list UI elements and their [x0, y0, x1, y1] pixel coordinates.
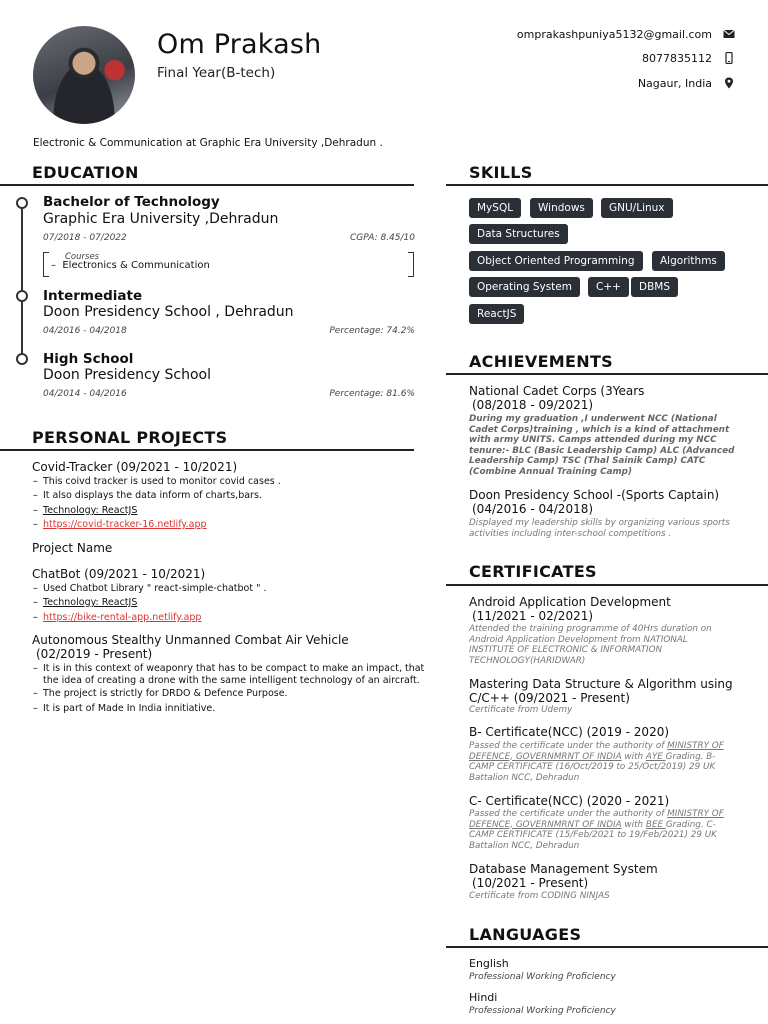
- education-score: Percentage: 74.2%: [329, 326, 415, 336]
- certificate-description: Attended the training programme of 40Hrs duration on Android Application Development from NATIONAL INSTITUTE OF ELECTRONIC & INFORMATION TECHNOLOGY(HARIDWAR): [469, 624, 712, 666]
- skill-tag: Algorithms: [652, 251, 725, 271]
- education-rule: [0, 184, 414, 186]
- education-institution: Doon Presidency School: [43, 367, 211, 383]
- certificate-dates: C/C++ (09/2021 - Present): [469, 691, 630, 705]
- skill-tag: Object Oriented Programming: [469, 251, 643, 271]
- project-bullet: – It is part of Made In India innitiative.: [33, 703, 216, 714]
- education-timeline-line: [21, 208, 23, 360]
- bracket-left: [43, 252, 49, 277]
- language-name: Hindi: [469, 991, 498, 1004]
- project-title: Covid-Tracker (09/2021 - 10/2021): [32, 460, 238, 474]
- profile-photo: [33, 26, 135, 124]
- certificate-description: Passed the certificate under the authority of MINISTRY OF DEFENCE, GOVERNMRNT OF INDIA with AYE Grading. B- CAMP CERTIFICATE (16/Oct/2019 to 25/Oct/2019) 29 UK Battalion NCC, Dehradun: [469, 741, 724, 783]
- course-item: – Electronics & Communication: [51, 260, 210, 271]
- bracket-right: [408, 252, 414, 277]
- skill-tag: C++: [588, 277, 629, 297]
- certificate-title: C- Certificate(NCC) (2020 - 2021): [469, 794, 670, 808]
- certificate-description: Certificate from Udemy: [469, 705, 573, 715]
- skill-tag: MySQL: [469, 198, 521, 218]
- achievement-description: During my graduation ,I underwent NCC (National Cadet Corps)training , which is a kind of attachment with army UNITS. Camps attended during my NCC tenure:- BLC (Basic Leadership Camp) ALC (Advanced Leadership Camp) TSC (Thal Sainik Camp) CATC (Combine Annual Training Camp): [469, 414, 735, 477]
- education-meta: [43, 389, 415, 399]
- summary-text: Electronic & Communication at Graphic Era University ,Dehradun .: [33, 137, 383, 149]
- certificates-heading: CERTIFICATES: [469, 562, 597, 581]
- map-pin-icon: [722, 76, 736, 90]
- education-score: Percentage: 81.6%: [329, 389, 415, 399]
- certificate-dates: (10/2021 - Present): [472, 876, 589, 890]
- timeline-dot: [16, 353, 28, 365]
- certificate-title: Android Application Development: [469, 595, 671, 609]
- achievement-description: Displayed my leadership skills by organizing various sports activities including inter-school competitions .: [469, 518, 730, 539]
- certificate-title: Mastering Data Structure & Algorithm using: [469, 677, 733, 691]
- contact-phone[interactable]: [642, 51, 736, 65]
- achievement-title: Doon Presidency School -(Sports Captain): [469, 488, 720, 502]
- language-level: Professional Working Proficiency: [469, 972, 616, 982]
- projects-rule: [0, 449, 414, 451]
- education-dates: 07/2018 - 07/2022: [43, 233, 127, 243]
- education-degree: Bachelor of Technology: [43, 194, 220, 210]
- project-link[interactable]: – https://bike-rental-app.netlify.app: [33, 612, 202, 623]
- candidate-name: Om Prakash: [157, 29, 322, 60]
- skills-rule: [446, 184, 768, 186]
- achievements-rule: [446, 373, 768, 375]
- project-bullet: – Used Chatbot Library " react-simple-chatbot " .: [33, 583, 267, 594]
- education-dates: 04/2016 - 04/2018: [43, 326, 127, 336]
- certificate-title: B- Certificate(NCC) (2019 - 2020): [469, 725, 670, 739]
- project-title: Project Name: [32, 541, 113, 555]
- project-title: Autonomous Stealthy Unmanned Combat Air Vehicle: [32, 633, 349, 647]
- achievements-heading: ACHIEVEMENTS: [469, 352, 613, 371]
- education-institution: Doon Presidency School , Dehradun: [43, 304, 294, 320]
- candidate-role: Final Year(B-tech): [157, 65, 276, 81]
- skill-tag: GNU/Linux: [601, 198, 673, 218]
- location-text: Nagaur, India: [637, 76, 712, 90]
- education-degree: High School: [43, 351, 134, 367]
- timeline-dot: [16, 290, 28, 302]
- skill-tag: Operating System: [469, 277, 580, 297]
- languages-rule: [446, 946, 768, 948]
- certificate-title: Database Management System: [469, 862, 658, 876]
- project-bullet: – The project is strictly for DRDO & Defence Purpose.: [33, 688, 288, 699]
- project-dates: (02/2019 - Present): [36, 647, 153, 661]
- email-text[interactable]: omprakashpuniya5132@gmail.com: [516, 27, 712, 41]
- contact-email[interactable]: [517, 27, 736, 41]
- education-meta: [43, 326, 415, 336]
- courses-label: Courses: [65, 252, 100, 262]
- education-institution: Graphic Era University ,Dehradun: [43, 211, 279, 227]
- education-dates: 04/2014 - 04/2016: [43, 389, 127, 399]
- achievement-title: National Cadet Corps (3Years: [469, 384, 645, 398]
- project-link[interactable]: – https://covid-tracker-16.netlify.app: [33, 519, 207, 530]
- certificate-description: Certificate from CODING NINJAS: [469, 891, 610, 901]
- education-heading: EDUCATION: [32, 163, 139, 182]
- project-bullet: – Technology: ReactJS: [33, 505, 138, 516]
- phone-text[interactable]: 8077835112: [642, 51, 712, 65]
- projects-heading: PERSONAL PROJECTS: [32, 428, 228, 447]
- project-bullet: – It is in this context of weaponry that has to be compact to make an impact, that the idea of creating a drone with the same intelligent technology of an aircraft.: [33, 663, 425, 686]
- contact-location: [638, 76, 736, 90]
- education-degree: Intermediate: [43, 288, 143, 304]
- achievement-dates: (08/2018 - 09/2021): [472, 398, 594, 412]
- certificate-description: Passed the certificate under the authority of MINISTRY OF DEFENCE, GOVERNMRNT OF INDIA with BEE Grading. C- CAMP CERTIFICATE (15/Feb/2021 to 19/Feb/2021) 29 UK Battalion NCC, Dehradun: [469, 809, 724, 851]
- skill-tag: DBMS: [631, 277, 678, 297]
- bike-rental-link[interactable]: https://bike-rental-app.netlify.app: [43, 612, 202, 623]
- language-level: Professional Working Proficiency: [469, 1006, 616, 1016]
- language-name: English: [469, 957, 509, 970]
- certificates-rule: [446, 584, 768, 586]
- project-bullet: – This coivd tracker is used to monitor covid cases .: [33, 476, 281, 487]
- languages-heading: LANGUAGES: [469, 925, 582, 944]
- envelope-icon: [722, 27, 736, 41]
- skill-tag: Windows: [530, 198, 593, 218]
- education-score: CGPA: 8.45/10: [350, 233, 415, 243]
- project-bullet: – Technology: ReactJS: [33, 597, 138, 608]
- education-meta: [43, 233, 415, 243]
- courses-box: [43, 252, 414, 277]
- timeline-dot: [16, 197, 28, 209]
- skill-tag: Data Structures: [469, 224, 568, 244]
- achievement-dates: (04/2016 - 04/2018): [472, 502, 594, 516]
- project-title: ChatBot (09/2021 - 10/2021): [32, 567, 206, 581]
- skill-tag: ReactJS: [469, 304, 524, 324]
- skills-heading: SKILLS: [469, 163, 533, 182]
- covid-tracker-link[interactable]: https://covid-tracker-16.netlify.app: [43, 519, 207, 530]
- certificate-dates: (11/2021 - 02/2021): [472, 609, 594, 623]
- project-bullet: – It also displays the data inform of charts,bars.: [33, 490, 262, 501]
- mobile-phone-icon: [722, 51, 736, 65]
